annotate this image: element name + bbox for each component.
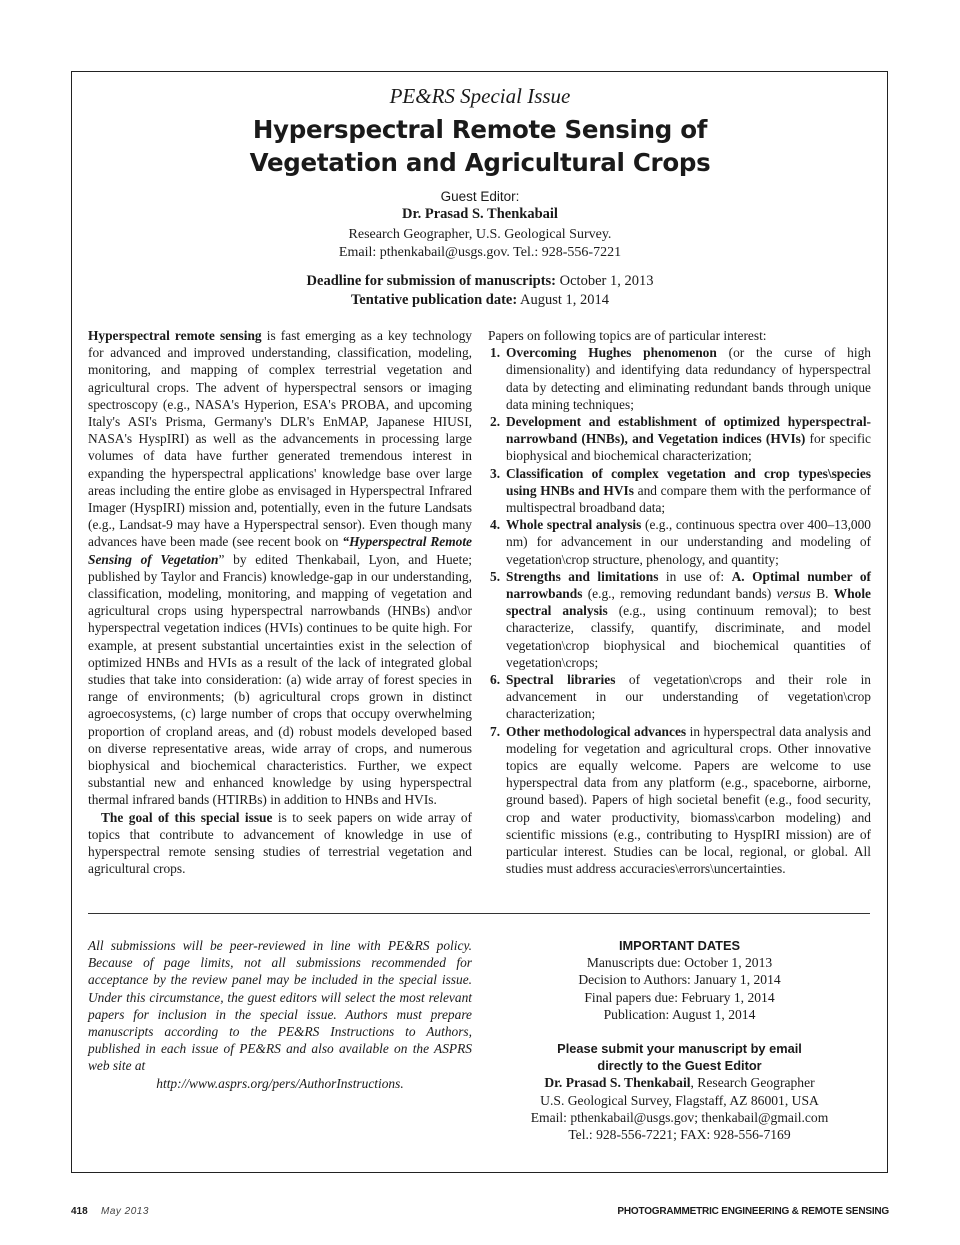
decision-date: Decision to Authors: January 1, 2014 xyxy=(578,972,781,988)
manuscripts-due: Manuscripts due: October 1, 2013 xyxy=(586,955,773,971)
topic-lead: Strengths and limitations xyxy=(506,568,659,584)
topic-item xyxy=(488,413,871,465)
topic-number: 3. xyxy=(490,465,501,481)
topic-lead: Spectral libraries xyxy=(506,672,616,688)
topic-item xyxy=(488,568,871,671)
topic-lead: Overcoming Hughes phenomenon xyxy=(506,345,717,361)
topic-number: 6. xyxy=(490,672,501,688)
topic-item xyxy=(488,465,871,517)
title-line-1: Hyperspectral Remote Sensing of xyxy=(252,115,708,144)
journal-name: PHOTOGRAMMETRIC ENGINEERING & REMOTE SENSING xyxy=(617,1206,889,1217)
topic-lead: Whole spectral analysis xyxy=(506,517,642,533)
intro-paragraph xyxy=(88,327,472,809)
editor-phone: Tel.: 928-556-7221; FAX: 928-556-7169 xyxy=(568,1127,791,1143)
topic-text: in use of: xyxy=(658,568,732,584)
title-line-2: Vegetation and Agricultural Crops xyxy=(249,148,711,177)
topic-number: 5. xyxy=(490,568,501,584)
pubdate-value: August 1, 2014 xyxy=(517,292,610,308)
topic-number: 1. xyxy=(490,345,501,361)
goal-text: is to seek papers on wide array of topics that contribute to advancement of knowledge in use of hyperspectral remote sensing studies of terrestrial vegetation and agricultural crops. xyxy=(88,809,472,877)
deadline-label: Deadline for submission of manuscripts: xyxy=(306,273,557,289)
topic-emphasis: A. Optimal number of narrowbands xyxy=(506,568,871,602)
dates-heading: IMPORTANT DATES xyxy=(618,938,741,953)
topic-emphasis: Whole spectral analysis xyxy=(506,586,871,619)
topics-list xyxy=(488,344,871,877)
issue-date: May 2013 xyxy=(101,1206,149,1217)
topic-item xyxy=(488,516,871,568)
topic-lead: Other methodological advances xyxy=(506,723,687,739)
guest-editor-label: Guest Editor: xyxy=(440,189,520,204)
author-instructions-link[interactable]: http://www.asprs.org/pers/AuthorInstructions. xyxy=(156,1075,404,1091)
topic-lead: Classification of complex vegetation and crop types\species using HNBs and HVIs xyxy=(506,465,871,498)
goal-lead: The goal of this special issue xyxy=(101,809,273,825)
topic-item xyxy=(488,344,871,413)
topic-number: 2. xyxy=(490,414,501,430)
guest-editor-role: Research Geographer, U.S. Geological Survey. xyxy=(348,227,612,242)
submission-deadline xyxy=(0,273,960,290)
submit-instruction-1: Please submit your manuscript by email xyxy=(557,1041,802,1057)
topics-intro: Papers on following topics are of particular interest: xyxy=(488,328,767,343)
editor-name: Dr. Prasad S. Thenkabail xyxy=(544,1075,691,1091)
intro-lead: Hyperspectral remote sensing xyxy=(88,328,262,343)
topic-text: (e.g., removing redundant bands) xyxy=(582,586,777,602)
topic-item xyxy=(488,671,871,723)
topic-text: (e.g., using continuum removal); to best characterize, classify, quantify, discriminate, and model vegetation\crop biophysical and biochemical quantities of vegetation\crops; xyxy=(506,603,872,670)
goal-paragraph xyxy=(88,809,472,878)
guest-editor-contact: Email: pthenkabail@usgs.gov. Tel.: 928-556-7221 xyxy=(338,245,622,260)
editor-name-line xyxy=(488,1074,871,1091)
topic-number: 4. xyxy=(490,517,501,533)
intro-text: is fast emerging as a key technology for advanced and improved understanding, classification, modeling, monitoring, and mapping of complex terrestrial vegetation and agricultural crops. The advent of hyperspectral sensors or imaging spectroscopy (e.g., NASA's Hyperion, ESA's PROBA, and upcoming Italy's ASI's Prisma, Germany's DLR's EnMAP, Japanese HIUSI, NASA's HyspIRI) as well as the advancements in processing large volumes of data have further generated tremendous interest in expanding the hyperspectral applications' knowledge base over large areas including the entire globe as envisaged in Hyperspectral Infrared Imager (HyspIRI) mission and, potentially, even in the future Landsats (e.g., Landsat-9 may have a Hyperspectral sensor). Even though many advances have been made (see recent book on xyxy=(88,328,472,550)
editor-email[interactable]: Email: pthenkabail@usgs.gov; thenkabail@gmail.com xyxy=(530,1109,829,1125)
note-text: All submissions will be peer-reviewed in line with PE&RS policy. Because of page limits, not all submissions recommended for acceptance by the review panel may be included in the special issue. Under this circumstance, the guest editors will select the most relevant papers for inclusion in the special issue. Authors must prepare manuscripts according to the PE&RS Instructions to Authors, published in each issue of PE&RS and also available on the ASPRS web site at xyxy=(88,938,472,1074)
final-papers-due: Final papers due: February 1, 2014 xyxy=(584,989,775,1005)
topic-text: B. xyxy=(810,586,834,602)
topic-item xyxy=(488,723,871,878)
publication-date xyxy=(0,292,960,309)
topic-lead: Development and establishment of optimized hyperspectral-narrowband (HNBs), and Vegetation indices (HVIs) xyxy=(506,414,871,447)
publication-date-line: Publication: August 1, 2014 xyxy=(603,1006,756,1022)
submission-note xyxy=(88,937,472,1092)
editor-address: U.S. Geological Survey, Flagstaff, AZ 86001, USA xyxy=(540,1092,819,1108)
book-title: “Hyperspectral Remote Sensing of Vegetation xyxy=(88,534,473,567)
pubdate-label: Tentative publication date: xyxy=(350,292,518,308)
topic-text: and compare them with the performance of multispectral broadband data; xyxy=(506,482,871,516)
important-dates-box xyxy=(488,937,871,1143)
topic-text: (or the curse of high dimensionality) and identifying data redundancy of hyperspectral data by detecting and eliminating redundant bands through unique data mining techniques; xyxy=(506,345,871,412)
left-column xyxy=(88,327,472,878)
intro-text-2: ” by edited Thenkabail, Lyon, and Huete; published by Taylor and Francis) knowledge-gap in our understanding, classification, modeling, monitoring, and mapping of vegetation and agricultural crops using hyperspectral narrowbands (HNBs) and\or hyperspectral vegetation indices (HVIs) continues to be quite high. For example, at present substantial uncertainties exist in the selection of optimized HNBs and HVIs as a result of the lack of integrated global studies that take into consideration: (a) wide array of forest species in range of environments; (b) agricultural crops grown in distinct agroecosystems, (c) large number of crops that occupy overwhelming proportion of cropland areas, and (d) robust models developed based on diverse representative areas, wide array of crops, and numerous biophysical and biochemical characteristics. Further, we expect substantial new and enhanced knowledge by using hyperspectral thermal infrared bands (HTIRBs) in addition to HNBs and HVIs. xyxy=(88,551,472,808)
topic-text: for specific biophysical and biochemical characterization; xyxy=(506,431,871,464)
section-divider xyxy=(88,913,870,914)
topic-text: (e.g., continuous spectra over 400–13,000 nm) for advancement in our understanding and modeling of vegetation\crop structure, phenology, and quantity; xyxy=(506,517,872,567)
submit-instruction-2: directly to the Guest Editor xyxy=(597,1058,762,1074)
right-column xyxy=(488,327,871,878)
topic-number: 7. xyxy=(490,723,501,739)
deadline-value: October 1, 2013 xyxy=(556,273,654,289)
topic-versus: versus xyxy=(776,586,811,602)
special-issue-label: PE&RS Special Issue xyxy=(389,84,571,108)
topic-text: in hyperspectral data analysis and modeling for vegetation and agricultural crops. Other innovative topics are equally welcome. Papers are welcome to use hyperspectral data from any platform (e.g., spaceborne, airborne, ground based). Papers of high societal benefit (e.g., food security, crop and water productivity, biomass\carbon modeling) and scientific missions (e.g., contributing to HyspIRI mission) are of particular interest. Studies can be local, regional, or global. All studies must address accuracies\errors\uncertainties. xyxy=(506,723,871,877)
editor-role: , Research Geographer xyxy=(690,1075,815,1091)
page-number: 418 xyxy=(71,1206,88,1217)
guest-editor-name: Dr. Prasad S. Thenkabail xyxy=(402,206,558,222)
topic-text: of vegetation\crops and their role in advancement in our understanding of vegetation\crop characterization; xyxy=(506,672,871,722)
